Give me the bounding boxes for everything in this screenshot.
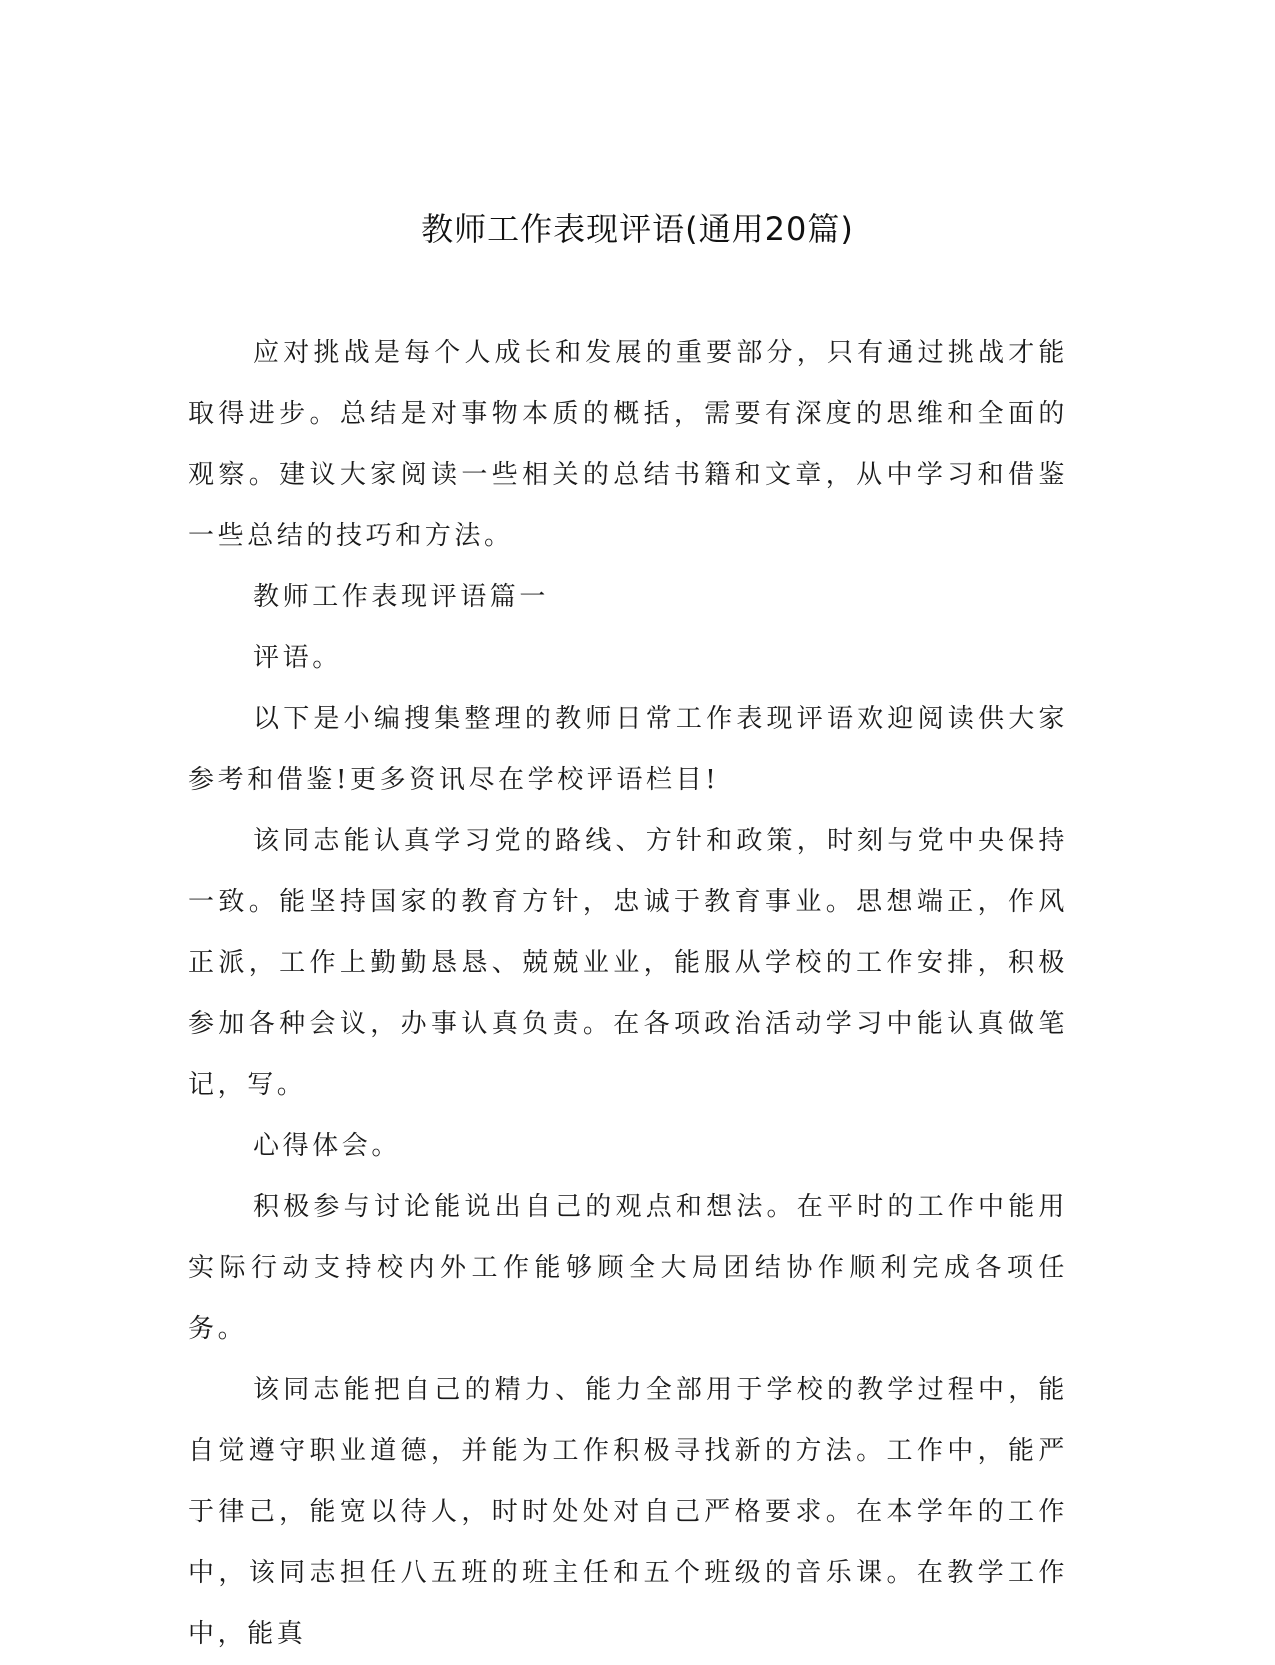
paragraph: 该同志能把自己的精力、能力全部用于学校的教学过程中，能自觉遵守职业道德，并能为工作积极寻找新的方法。工作中，能严于律己，能宽以待人，时时处处对自己严格要求。在本学年的工作中，该同志担任八五班的班主任和五个班级的音乐课。在教学工作中，能真 xyxy=(188,1375,1068,1649)
paragraph: 积极参与讨论能说出自己的观点和想法。在平时的工作中能用实际行动支持校内外工作能够顾全大局团结协作顺利完成各项任务。 xyxy=(188,1192,1068,1344)
paragraph: 该同志能认真学习党的路线、方针和政策，时刻与党中央保持一致。能坚持国家的教育方针，忠诚于教育事业。思想端正，作风正派，工作上勤勤恳恳、兢兢业业，能服从学校的工作安排，积极参加各种会议，办事认真负责。在各项政治活动学习中能认真做笔记，写。 xyxy=(188,826,1068,1100)
paragraph: 评语。 xyxy=(253,643,342,673)
document-body xyxy=(188,323,1068,1665)
document-title: 教师工作表现评语(通用20篇) xyxy=(421,210,854,248)
section-heading: 教师工作表现评语篇一 xyxy=(253,582,550,612)
paragraph: 以下是小编搜集整理的教师日常工作表现评语欢迎阅读供大家参考和借鉴!更多资讯尽在学校评语栏目! xyxy=(188,704,1068,795)
paragraph: 应对挑战是每个人成长和发展的重要部分，只有通过挑战才能取得进步。总结是对事物本质的概括，需要有深度的思维和全面的观察。建议大家阅读一些相关的总结书籍和文章，从中学习和借鉴一些总结的技巧和方法。 xyxy=(188,338,1068,551)
paragraph: 心得体会。 xyxy=(253,1131,402,1161)
